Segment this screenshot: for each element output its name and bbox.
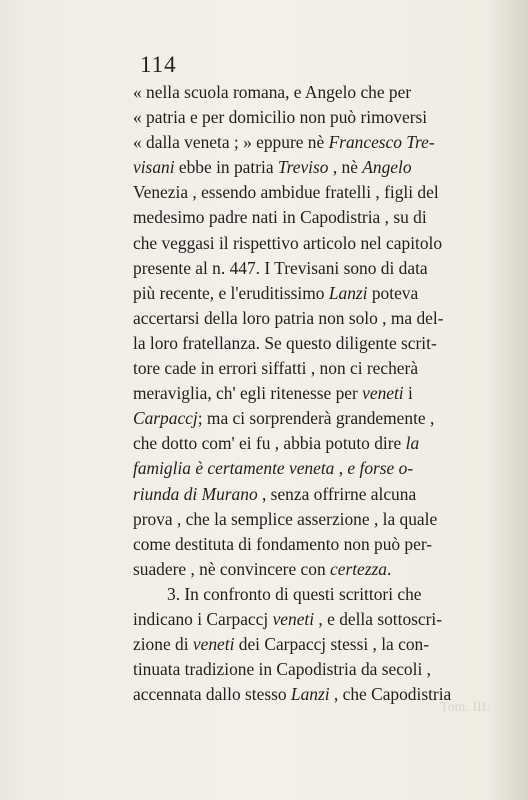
italic-text: la — [405, 433, 420, 454]
italic-text: Carpaccj — [133, 408, 198, 429]
text-line — [133, 331, 505, 356]
text-line — [133, 482, 505, 507]
text-run: . — [387, 558, 392, 579]
italic-text: visani — [133, 157, 175, 178]
text-line — [133, 657, 505, 682]
italic-text: Treviso — [277, 157, 329, 178]
text-run: tinuata tradizione in Capodistria da secoli , — [133, 659, 431, 680]
text-line — [133, 381, 505, 406]
text-run: dei Carpaccj stessi , la con- — [234, 634, 430, 655]
text-run: Venezia , essendo ambidue fratelli , figli del — [133, 182, 439, 203]
text-run: , — [334, 458, 348, 479]
text-run: , che Capodistria — [329, 684, 452, 705]
text-run: suadere , nè convincere con — [133, 558, 330, 579]
text-line — [133, 632, 505, 657]
text-run: i — [403, 383, 413, 404]
text-run: medesimo padre nati in Capodistria , su di — [133, 207, 427, 228]
page-number: 114 — [140, 52, 177, 77]
text-run: meraviglia, ch' egli ritenesse per — [133, 383, 363, 404]
text-run: , nè — [328, 157, 363, 178]
text-line — [133, 356, 505, 381]
show-through-mark: Tom. III. — [440, 700, 490, 715]
text-run: la loro fratellanza. Se questo diligente scrit- — [133, 332, 437, 353]
text-run: , e della sottoscri- — [314, 608, 443, 629]
text-run: « patria e per domicilio non può rimoversi — [133, 107, 428, 128]
text-line — [133, 607, 505, 632]
text-line — [133, 306, 505, 331]
text-run: , senza offrirne alcuna — [257, 483, 417, 504]
text-run: ebbe in patria — [174, 157, 278, 178]
italic-text: Francesco Tre- — [328, 132, 435, 153]
text-run: che dotto com' ei fu , abbia potuto dire — [133, 433, 406, 454]
text-line — [133, 406, 505, 431]
text-run: poteva — [367, 282, 419, 303]
text-line — [133, 532, 505, 557]
text-run: indicano i Carpaccj — [133, 608, 273, 629]
text-run: che veggasi il rispettivo articolo nel capitolo — [133, 232, 443, 253]
italic-text: veneti — [272, 608, 315, 629]
text-run: presente al n. 447. I Trevisani sono di data — [133, 257, 428, 278]
italic-text: Lanzi — [290, 684, 330, 705]
text-line — [133, 105, 505, 130]
text-line — [133, 507, 505, 532]
text-run: zione di — [133, 634, 193, 655]
text-line — [133, 180, 505, 205]
text-run: « nella scuola romana, e Angelo che per — [133, 82, 412, 102]
text-line — [133, 130, 505, 155]
text-line — [133, 205, 505, 230]
text-run: come destituta di fondamento non può per- — [133, 533, 433, 554]
text-run: 3. In confronto di questi scrittori che — [167, 583, 422, 604]
italic-text: riunda di Murano — [133, 483, 258, 504]
text-run: accertarsi della loro patria non solo , ma del- — [133, 307, 444, 328]
italic-text: veneti — [362, 383, 404, 404]
text-line — [133, 431, 505, 456]
text-run: accennata dallo stesso — [133, 684, 291, 705]
text-run: tore cade in errori siffatti , non ci recherà — [133, 358, 419, 379]
italic-text: e forse o- — [347, 458, 414, 479]
text-line — [133, 155, 505, 180]
text-line — [133, 256, 505, 281]
text-run: prova , che la semplice asserzione , la quale — [133, 508, 438, 529]
italic-text: famiglia è certamente veneta — [133, 458, 335, 479]
text-line — [133, 582, 505, 607]
italic-text: veneti — [192, 634, 235, 655]
text-line — [133, 281, 505, 306]
italic-text: Angelo — [362, 157, 412, 178]
text-line — [133, 557, 505, 582]
text-run: più recente, e l'eruditissimo — [133, 282, 329, 303]
body-text — [133, 80, 505, 707]
text-line — [133, 231, 505, 256]
text-line — [133, 456, 505, 481]
italic-text: Lanzi — [328, 282, 368, 303]
text-run: « dalla veneta ; » eppure nè — [133, 132, 329, 153]
italic-text: certezza — [330, 558, 387, 579]
text-run: ; ma ci sorprenderà grandemente , — [197, 408, 435, 429]
text-line — [133, 80, 505, 105]
